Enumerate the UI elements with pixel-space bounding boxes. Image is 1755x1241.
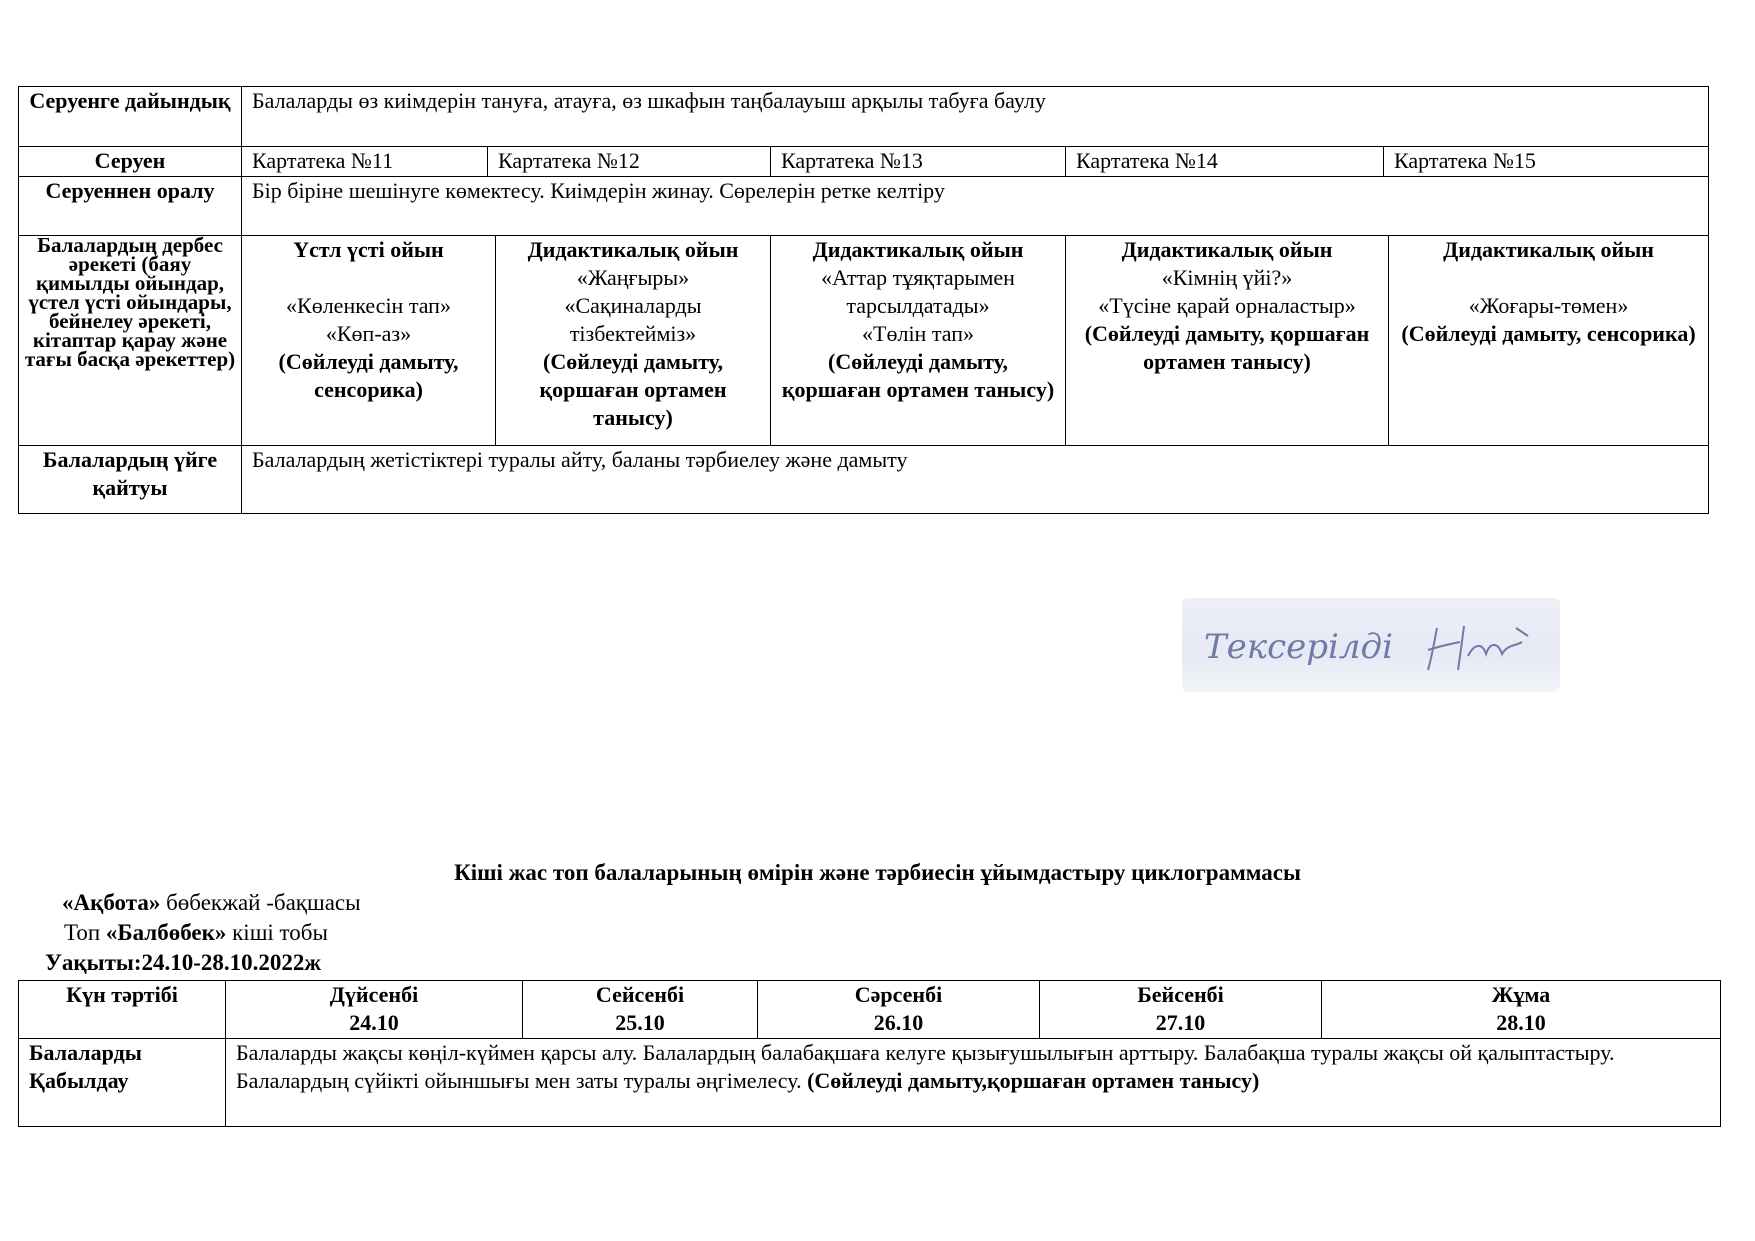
day-name: Бейсенбі xyxy=(1137,982,1224,1007)
group-suffix: кіші тобы xyxy=(226,920,328,945)
activity-game: «Түсіне қарай орналастыр» xyxy=(1098,293,1356,318)
activity-game: «Аттар тұяқтарымен тарсылдатады» xyxy=(821,265,1015,318)
home-label: Балалардың үйге қайтуы xyxy=(19,446,242,514)
header-day-1 xyxy=(226,981,523,1039)
activity-type: Дидактикалық ойын xyxy=(527,237,739,262)
activity-type: Үстл үсті ойын xyxy=(293,237,444,262)
home-text: Балалардың жетістіктері туралы айту, баланы тәрбиелеу және дамыту xyxy=(242,446,1709,514)
stamp-text: Тексерілді xyxy=(1204,627,1393,667)
walk-card-2: Картатека №12 xyxy=(488,147,771,177)
group-name: «Балбөбек» xyxy=(105,920,227,945)
prep-label: Серуенге дайындық xyxy=(19,87,242,147)
day-name: Сәрсенбі xyxy=(854,982,943,1007)
day-name: Жұма xyxy=(1491,982,1551,1007)
header-day-4 xyxy=(1040,981,1322,1039)
group-prefix: Топ xyxy=(64,920,106,945)
signature-icon xyxy=(1182,598,1560,692)
activity-type: Дидактикалық ойын xyxy=(1443,237,1654,262)
reception-text xyxy=(226,1039,1721,1127)
walk-card-5: Картатека №15 xyxy=(1384,147,1709,177)
walk-card-4: Картатека №14 xyxy=(1066,147,1384,177)
period: Уақыты:24.10-28.10.2022ж xyxy=(45,950,322,975)
prep-text: Балаларды өз киімдерін тануға, атауға, өз шкафын таңбалауыш арқылы табуға баулу xyxy=(242,87,1709,147)
day-date: 25.10 xyxy=(615,1010,665,1035)
schedule-table-top xyxy=(18,86,1709,514)
kindergarten-name: «Ақбота» xyxy=(62,890,161,915)
header-regime: Күн тәртібі xyxy=(19,981,226,1039)
kindergarten-suffix: бөбекжай -бақшасы xyxy=(160,890,361,915)
schedule-table-bottom xyxy=(18,980,1721,1127)
activity-area: (Сөйлеуді дамыту, қоршаған ортамен танысу) xyxy=(781,349,1055,402)
activity-day-5 xyxy=(1389,236,1709,446)
activity-game: «Көп-аз» xyxy=(325,321,412,346)
header-day-3 xyxy=(758,981,1040,1039)
day-date: 28.10 xyxy=(1496,1010,1546,1035)
kindergarten-line xyxy=(62,890,361,916)
day-name: Дүйсенбі xyxy=(329,982,419,1007)
activity-area: (Сөйлеуді дамыту, сенсорика) xyxy=(278,349,459,402)
activity-label: Балалардың дербес әрекеті (баяу қимылды ойындар, үстел үсті ойындары, бейнелеу әрекеті, кітаптар қарау және тағы басқа әрекеттер) xyxy=(19,236,242,446)
day-date: 27.10 xyxy=(1155,1010,1206,1035)
reception-label: Балаларды Қабылдау xyxy=(19,1039,226,1127)
page-title: Кіші жас топ балаларының өмірін және тәрбиесін ұйымдастыру циклограммасы xyxy=(454,860,1301,885)
reception-area: (Сөйлеуді дамыту,қоршаған ортамен танысу) xyxy=(807,1068,1260,1093)
header-day-5 xyxy=(1322,981,1721,1039)
group-line xyxy=(64,920,328,946)
activity-game: «Жоғары-төмен» xyxy=(1468,293,1629,318)
activity-area: (Сөйлеуді дамыту, сенсорика) xyxy=(1401,321,1696,346)
activity-day-4 xyxy=(1066,236,1389,446)
activity-day-2 xyxy=(496,236,771,446)
activity-game xyxy=(252,264,485,292)
activity-game: «Жаңғыры» xyxy=(576,265,690,290)
reception-body: Балаларды жақсы көңіл-күймен қарсы алу. Балалардың балабақшаға келуге қызығушылығын арттыру. Балабақша туралы жақсы ой қалыптастыру. Балалардың сүйікті ойыншығы мен заты туралы әңгімелесу. xyxy=(236,1040,1615,1093)
return-label: Серуеннен оралу xyxy=(19,177,242,236)
activity-area: (Сөйлеуді дамыту, қоршаған ортамен танысу) xyxy=(539,349,727,430)
activity-game xyxy=(1399,264,1698,292)
activity-game: «Төлін тап» xyxy=(862,321,974,346)
activity-type: Дидактикалық ойын xyxy=(812,237,1024,262)
walk-card-1: Картатека №11 xyxy=(242,147,488,177)
verification-stamp xyxy=(1182,598,1560,692)
day-date: 26.10 xyxy=(873,1010,924,1035)
activity-game: «Көленкесін тап» xyxy=(286,293,451,318)
activity-day-1 xyxy=(242,236,496,446)
day-name: Сейсенбі xyxy=(595,982,685,1007)
walk-card-3: Картатека №13 xyxy=(771,147,1066,177)
day-date: 24.10 xyxy=(349,1010,399,1035)
activity-game: «Сақиналарды тізбектейміз» xyxy=(564,293,702,346)
return-text: Бір біріне шешінуге көмектесу. Киімдерін жинау. Сөрелерін ретке келтіру xyxy=(242,177,1709,236)
activity-game: «Кімнің үйі?» xyxy=(1161,265,1293,290)
activity-day-3 xyxy=(771,236,1066,446)
walk-label: Серуен xyxy=(19,147,242,177)
activity-type: Дидактикалық ойын xyxy=(1121,237,1333,262)
header-day-2 xyxy=(523,981,758,1039)
activity-area: (Сөйлеуді дамыту, қоршаған ортамен танысу) xyxy=(1084,321,1370,374)
